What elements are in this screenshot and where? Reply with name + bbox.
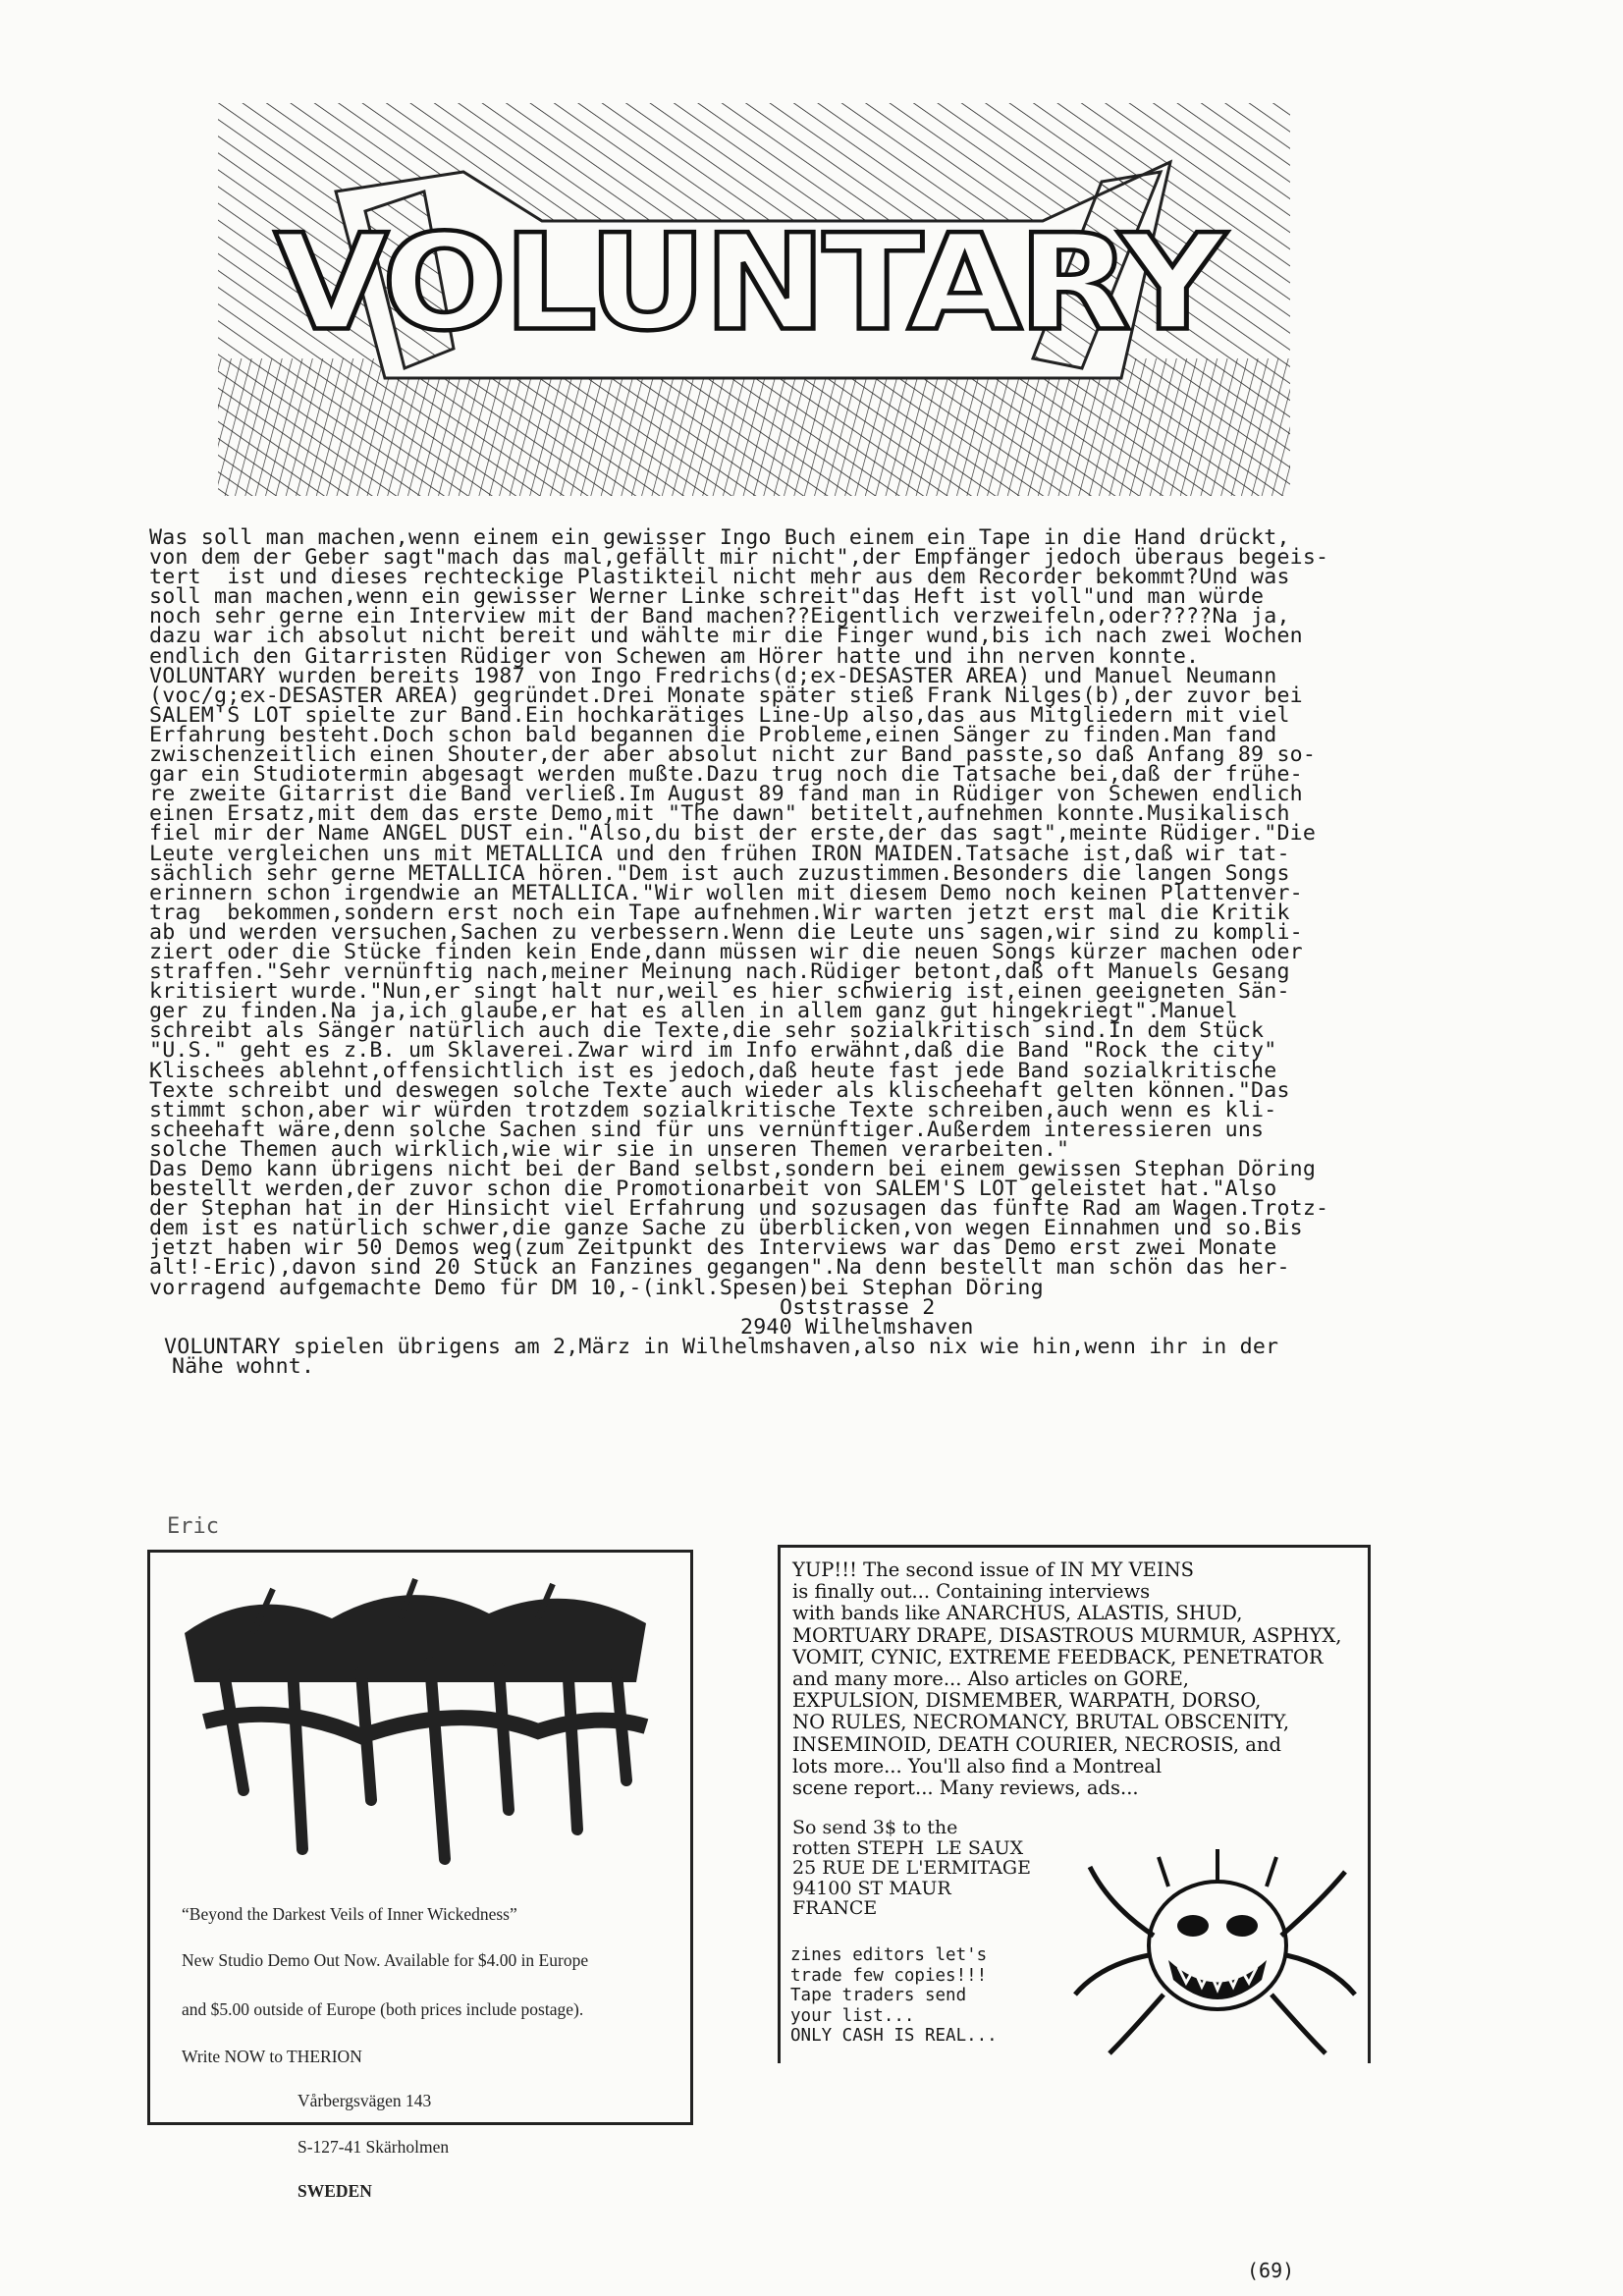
in-my-veins-ad (778, 1545, 1371, 2063)
veins-line: MORTUARY DRAPE, DISASTROUS MURMUR, ASPHYX, (792, 1623, 1342, 1647)
article-line: soll man machen,wenn ein gewisser Werner Linke schreit"das Heft ist voll"und man würde (149, 584, 1265, 610)
veins-address (792, 1818, 1031, 1919)
veins-trade-line: trade few copies!!! (790, 1965, 988, 1986)
veins-trade (790, 1945, 998, 2047)
therion-logo (165, 1564, 666, 1879)
veins-line: EXPULSION, DISMEMBER, WARPATH, DORSO, (792, 1689, 1262, 1713)
article-line: endlich den Gitarristen Rüdiger von Schewen am Hörer hatte und ihn nerven konnte. (149, 643, 1200, 669)
article-line: dazu war ich absolut nicht bereit und wählte mir die Finger wund,bis ich nach zwei Wochen (149, 624, 1303, 649)
veins-trade-line: zines editors let's (790, 1945, 988, 1965)
veins-line: NO RULES, NECROMANCY, BRUTAL OBSCENITY, (792, 1711, 1290, 1734)
signature: Eric (167, 1514, 219, 1539)
article-line: "U.S." geht es z.B. um Sklaverei.Zwar wird im Info erwähnt,daß die Band "Rock the city" (149, 1038, 1277, 1064)
closing-line: Nähe wohnt. (172, 1353, 315, 1379)
article-text (149, 525, 1329, 1300)
therion-line2: and $5.00 outside of Europe (both prices include postage). (182, 1999, 584, 2019)
logo-text: VOLUNTARY (274, 205, 1222, 360)
veins-line: INSEMINOID, DEATH COURIER, NECROSIS, and (792, 1732, 1281, 1756)
veins-line: and many more... Also articles on GORE, (792, 1667, 1190, 1691)
article-line: Leute vergleichen uns mit METALLICA und den frühen IRON MAIDEN.Tatsache ist,daß wir tat- (149, 841, 1290, 866)
veins-address-line: 94100 ST MAUR (792, 1877, 951, 1899)
article-line: solche Themen auch wirklich,wie wir sie in unseren Themen verarbeiten." (149, 1136, 1070, 1162)
veins-trade-line: your list... (790, 2005, 915, 2026)
article-line: straffen."Sehr vernünftig nach,meiner Meinung nach.Rüdiger betont,daß oft Manuels Gesang (149, 959, 1290, 985)
veins-address-line: So send 3$ to the (792, 1817, 958, 1838)
veins-line: VOMIT, CYNIC, EXTREME FEEDBACK, PENETRATOR (792, 1645, 1324, 1668)
veins-address-line: 25 RUE DE L'ERMITAGE (792, 1857, 1031, 1879)
therion-line3: Write NOW to THERION (182, 2047, 362, 2066)
article-line: stimmt schon,aber wir würden trotzdem sozialkritische Texte schreiben,auch wenn es kli- (149, 1097, 1277, 1122)
article-line: ab und werden versuchen,Sachen zu verbessern.Wenn die Leute uns sagen,wir sind zu kompli- (149, 919, 1303, 945)
article-line: Texte schreibt und deswegen solche Texte auch wieder als klischeehaft gelten können."Das (149, 1077, 1290, 1103)
article-line: fiel mir der Name ANGEL DUST ein."Also,du bist der erste,der das sagt",meinte Rüdiger."Die (149, 821, 1317, 847)
veins-text (792, 1559, 1341, 1799)
article-line: noch sehr gerne ein Interview mit der Band machen??Eigentlich verzweifeln,oder????Na ja, (149, 604, 1290, 629)
veins-line: scene report... Many reviews, ads... (792, 1777, 1139, 1800)
article-line: VOLUNTARY wurden bereits 1987 von Ingo Fredrichs(d;ex-DESASTER AREA) und Manuel Neumann (149, 663, 1277, 688)
article-line: sächlich sehr gerne METALLICA hören."Dem ist auch zuzustimmen.Besonders die langen Songs (149, 860, 1290, 886)
article-line: einen Ersatz,mit dem das erste Demo,mit "The dawn" betitelt,aufnehmen konnte.Musikalisch (149, 801, 1290, 827)
veins-line: lots more... You'll also find a Montreal (792, 1754, 1163, 1777)
article-line: Erfahrung besteht.Doch schon bald begannen die Probleme,einen Sänger zu finden.Man fand (149, 722, 1277, 747)
article-line: re zweite Gitarrist die Band verließ.Im August 89 fand man in Rüdiger von Schewen endlich (149, 782, 1303, 807)
veins-address-line: FRANCE (792, 1897, 878, 1919)
therion-country: SWEDEN (298, 2181, 372, 2201)
article-line: Was soll man machen,wenn einem ein gewisser Ingo Buch einem ein Tape in die Hand drückt, (149, 525, 1290, 550)
creature-drawing (1070, 1847, 1360, 2058)
article-line: tert ist und dieses rechteckige Plastikteil nicht mehr aus dem Recorder bekommt?Und was (149, 565, 1290, 590)
veins-address-line: rotten STEPH LE SAUX (792, 1836, 1024, 1859)
therion-street: Vårbergsvägen 143 (298, 2091, 432, 2110)
article-line: erinnern schon irgendwie an METALLICA."Wir wollen mit diesem Demo noch keinen Plattenver- (149, 880, 1303, 905)
veins-line: is finally out... Containing interviews (792, 1580, 1151, 1604)
article-line: zwischenzeitlich einen Shouter,der aber absolut nicht zur Band passte,so daß Anfang 89 so- (149, 742, 1317, 768)
article-line: bestellt werden,der zuvor schon die Promotionarbeit von SALEM'S LOT geleistet hat."Also (149, 1176, 1277, 1202)
address-street: Oststrasse 2 (780, 1294, 936, 1320)
article-body (149, 525, 1329, 1379)
article-line: trag bekommen,sondern erst noch ein Tape aufnehmen.Wir warten jetzt erst mal die Kritik (149, 900, 1290, 925)
article-line: SALEM'S LOT spielte zur Band.Ein hochkarätiges Line-Up also,das aus Mitgliedern mit viel (149, 702, 1290, 728)
article-line: von dem der Geber sagt"mach das mal,gefällt mir nicht",der Empfänger jedoch überaus begeis- (149, 545, 1329, 571)
article-line: scheehaft wäre,denn solche Sachen sind für uns vernünftiger.Außerdem interessieren uns (149, 1117, 1265, 1142)
article-line: der Stephan hat in der Hinsicht viel Erfahrung und sozusagen das fünfte Rad am Wagen.Trotz- (149, 1196, 1329, 1222)
page-number: (69) (1247, 2259, 1295, 2282)
article-line: Das Demo kann übrigens nicht bei der Band selbst,sondern bei einem gewissen Stephan Döring (149, 1157, 1317, 1181)
veins-line: YUP!!! The second issue of IN MY VEINS (792, 1558, 1195, 1581)
article-line: (voc/g;ex-DESASTER AREA) gegründet.Drei Monate später stieß Frank Nilges(b),der zuvor bei (149, 683, 1303, 708)
therion-city: S-127-41 Skärholmen (298, 2137, 450, 2157)
article-line: Klischees ablehnt,offensichtlich ist es jedoch,daß heute fast jede Band sozialkritische (149, 1058, 1277, 1083)
address-block (149, 1294, 1327, 1339)
therion-line1: New Studio Demo Out Now. Available for $4.00 in Europe (182, 1950, 589, 1970)
article-line: ziert oder die Stücke finden kein Ende,dann müssen wir die neuen Songs kürzer machen oder (149, 939, 1303, 964)
veins-trade-line: ONLY CASH IS REAL... (790, 2026, 998, 2046)
article-line: vorragend aufgemachte Demo für DM 10,-(inkl.Spesen)bei Stephan Döring (149, 1275, 1044, 1300)
therion-ad (147, 1550, 693, 2201)
article-line: alt!-Eric),davon sind 20 Stück an Fanzines gegangen".Na denn bestellt man schön das her- (149, 1255, 1290, 1281)
article-line: jetzt haben wir 50 Demos weg(zum Zeitpunkt des Interviews war das Demo erst zwei Monate (149, 1235, 1277, 1261)
therion-tagline: “Beyond the Darkest Veils of Inner Wickedness” (182, 1904, 517, 1924)
address-city: 2940 Wilhelmshaven (740, 1314, 974, 1339)
veins-line: with bands like ANARCHUS, ALASTIS, SHUD, (792, 1602, 1243, 1625)
article-line: dem ist es natürlich schwer,die ganze Sache zu überblicken,von wegen Einnahmen und so.Bis (149, 1216, 1303, 1241)
article-line: gar ein Studiotermin abgesagt werden mußte.Dazu trug noch die Tatsache bei,daß der frühe- (149, 762, 1303, 788)
closing-line: VOLUNTARY spielen übrigens am 2,März in Wilhelmshaven,also nix wie hin,wenn ihr in der (164, 1334, 1279, 1359)
voluntary-logo (218, 103, 1290, 496)
veins-trade-line: Tape traders send (790, 1986, 967, 2005)
article-line: kritisiert wurde."Nun,er singt halt nur,weil es hier schwierig ist,einen geeigneten Sän- (149, 979, 1290, 1005)
article-line: ger zu finden.Na ja,ich glaube,er hat es allen in allem ganz gut hingekriegt".Manuel (149, 999, 1238, 1024)
article-line: schreibt als Sänger natürlich auch die Texte,die sehr sozialkritisch sind.In dem Stück (149, 1018, 1265, 1044)
